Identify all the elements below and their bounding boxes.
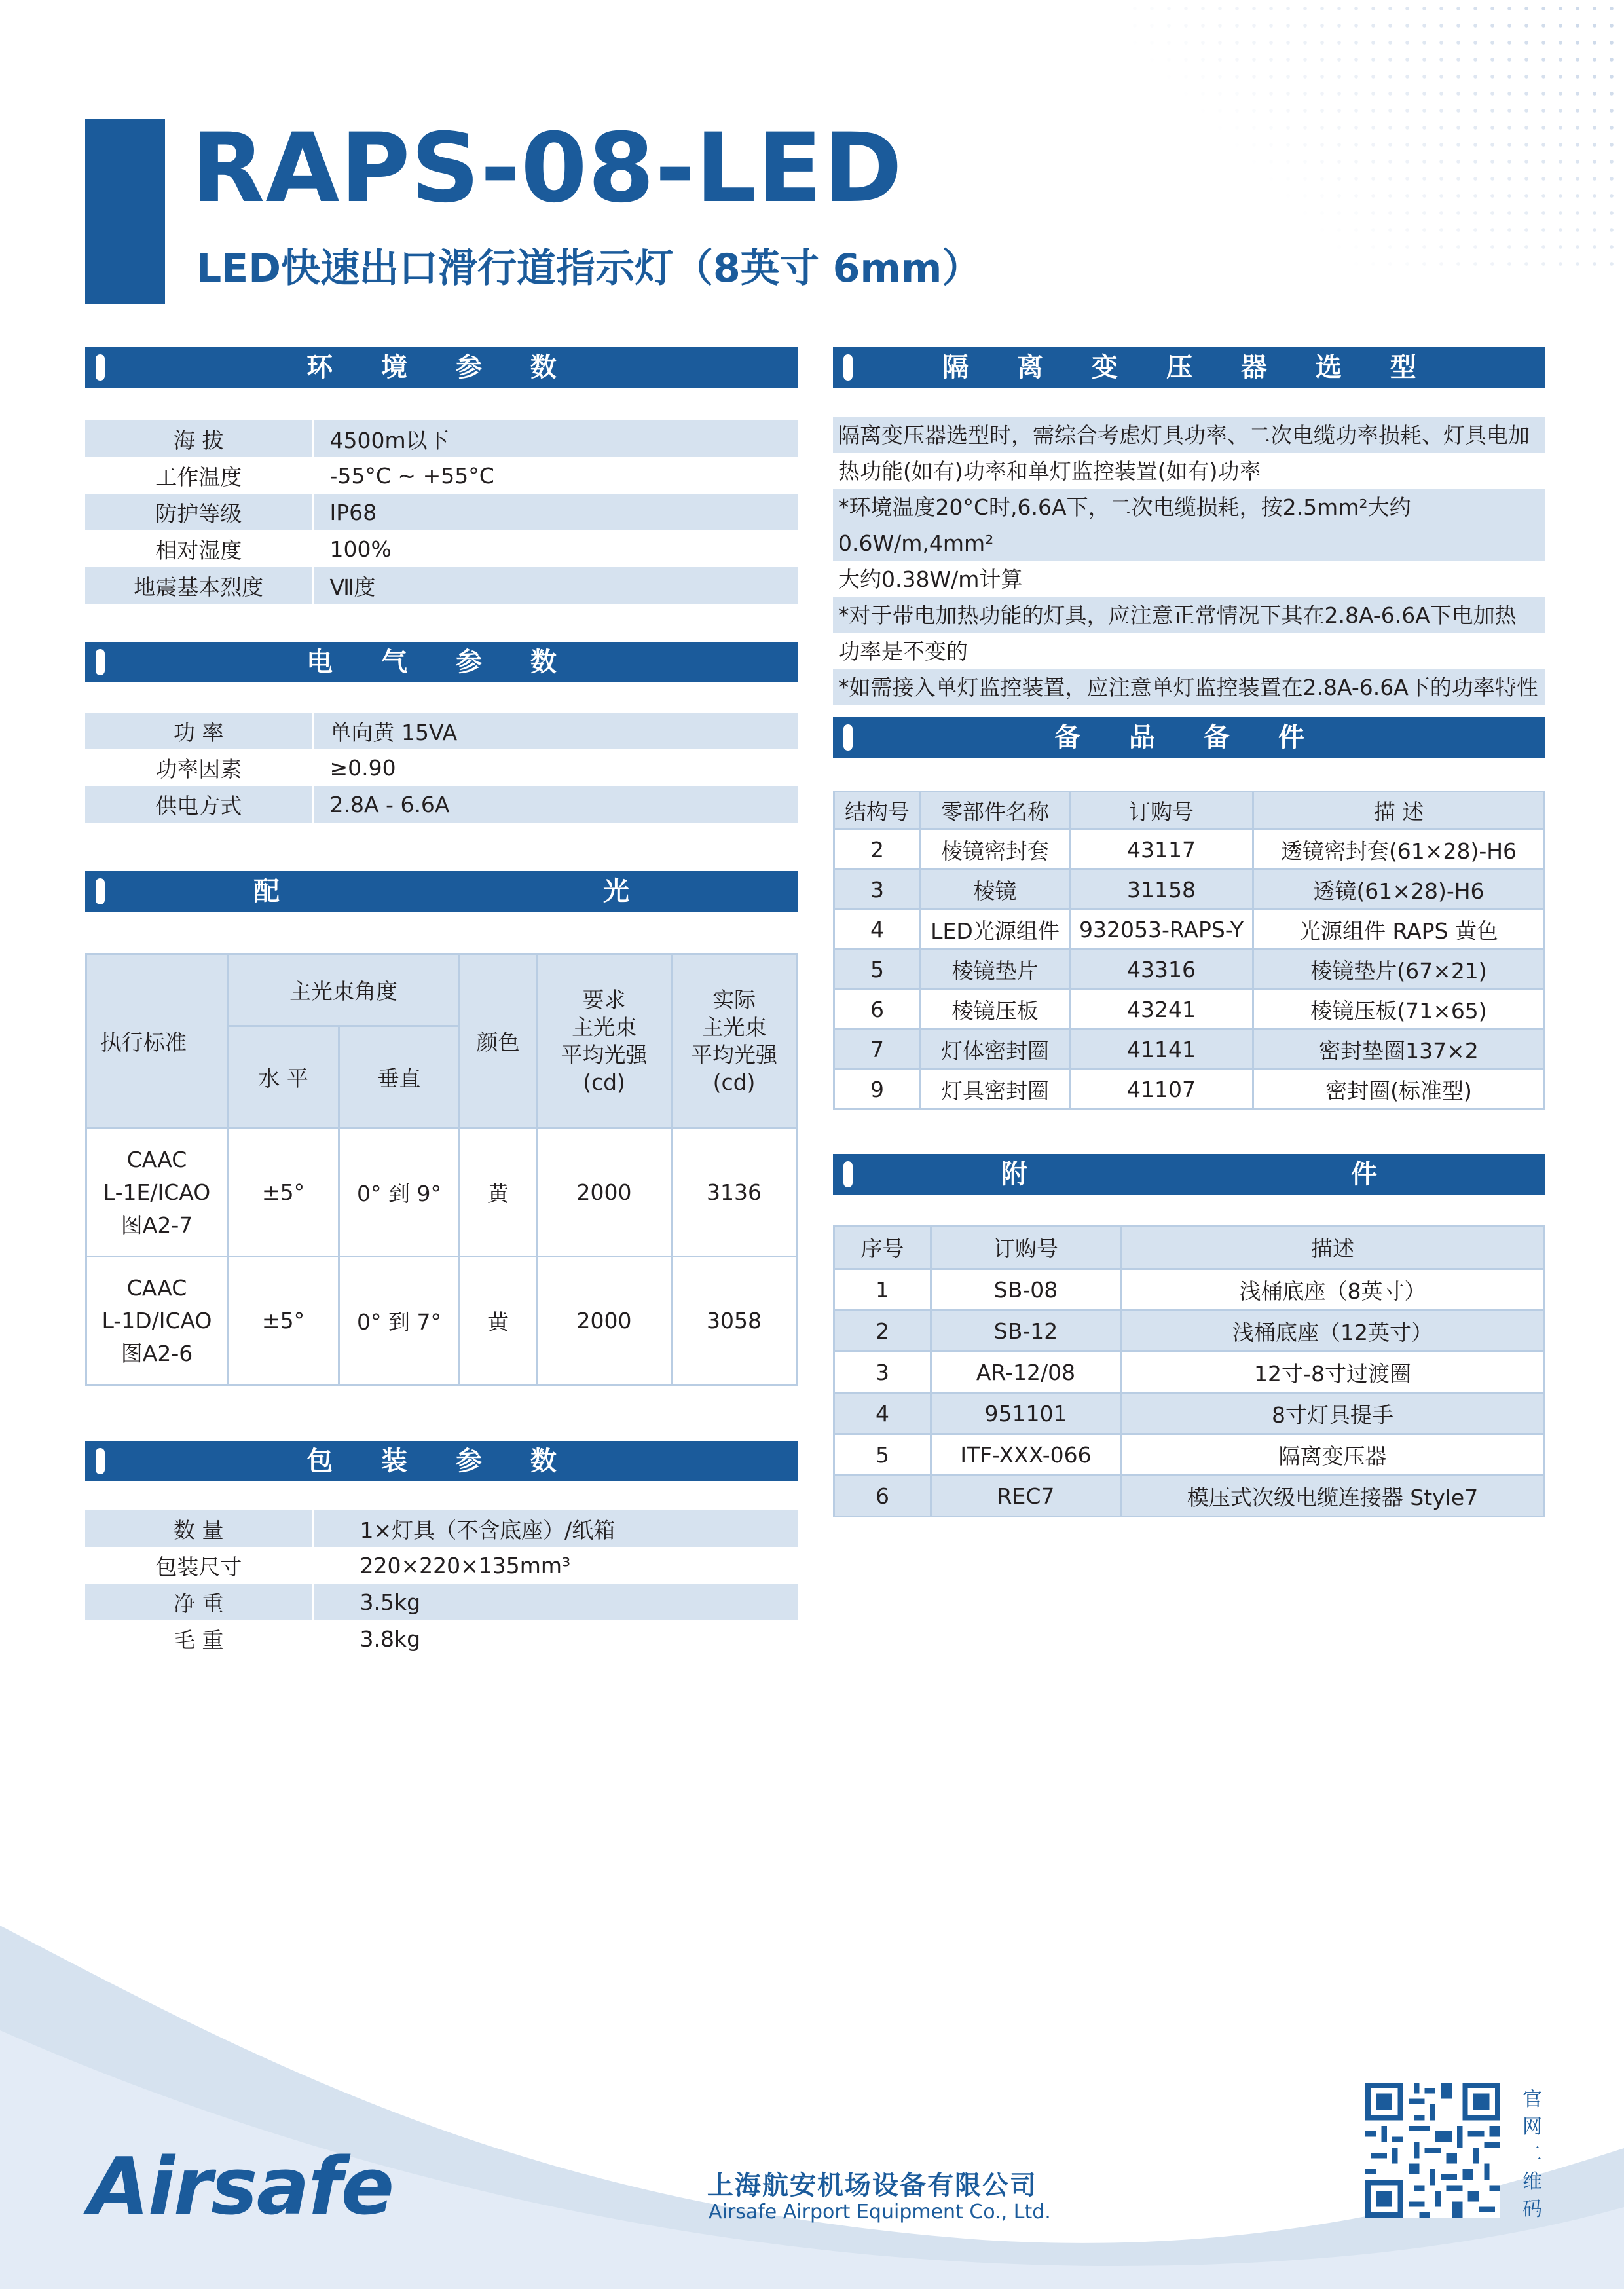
table-cell: 6 <box>834 1476 931 1517</box>
environment-table <box>85 420 798 604</box>
col-header: 描 述 <box>1253 792 1545 830</box>
table-cell: 41107 <box>1070 1070 1253 1109</box>
param-value: 3.5kg <box>313 1584 798 1620</box>
page-subtitle: LED快速出口滑行道指示灯（8英寸 6mm） <box>196 246 982 291</box>
airsafe-logo: Airsafe <box>88 2142 394 2233</box>
table-row <box>85 1620 798 1657</box>
note-line: 功率是不变的 <box>838 639 968 664</box>
section-title: 隔 离 变 压 器 选 型 <box>942 352 1436 382</box>
qr-code-icon <box>1365 2083 1500 2218</box>
table-cell: 932053-RAPS-Y <box>1070 910 1253 950</box>
col-header: 订购号 <box>1070 792 1253 830</box>
param-value: 3.8kg <box>360 1626 421 1652</box>
param-value: Ⅶ度 <box>313 567 798 604</box>
param-label: 供电方式 <box>85 786 313 823</box>
table-row <box>834 1476 1545 1517</box>
table-cell: 灯具密封圈 <box>921 1070 1070 1109</box>
param-value: 4500m以下 <box>313 420 798 457</box>
table-cell: 灯体密封圈 <box>921 1030 1070 1070</box>
param-label: 功率因素 <box>85 749 313 786</box>
table-cell: 透镜密封套(61×28)-H6 <box>1253 830 1545 870</box>
table-cell: 5 <box>834 950 921 990</box>
table-row <box>834 1070 1545 1109</box>
param-label: 防护等级 <box>85 494 313 530</box>
section-header-electrical <box>85 642 798 682</box>
cell-vertical: 0° 到 9° <box>339 1128 460 1257</box>
transformer-notes <box>833 417 1545 705</box>
cell-color: 黄 <box>460 1128 537 1257</box>
table-cell: 棱镜垫片(67×21) <box>1253 950 1545 990</box>
table-cell: 棱镜垫片 <box>921 950 1070 990</box>
table-row <box>85 530 798 567</box>
packaging-table <box>85 1510 798 1657</box>
col-header-standard: 执行标准 <box>86 954 228 1128</box>
cell-required: 2000 <box>537 1128 672 1257</box>
param-label: 净 重 <box>85 1584 313 1620</box>
table-cell: LED光源组件 <box>921 910 1070 950</box>
table-cell: 9 <box>834 1070 921 1109</box>
table-cell: AR-12/08 <box>931 1352 1121 1393</box>
table-cell: ITF-XXX-066 <box>931 1434 1121 1476</box>
section-title: 附 件 <box>1001 1159 1534 1189</box>
table-cell: 4 <box>834 910 921 950</box>
param-label: 地震基本烈度 <box>85 567 313 604</box>
table-cell: 41141 <box>1070 1030 1253 1070</box>
table-cell: SB-12 <box>931 1311 1121 1352</box>
table-row <box>834 1030 1545 1070</box>
note-line: 热功能(如有)功率和单灯监控装置(如有)功率 <box>838 458 1261 484</box>
table-cell: 2 <box>834 830 921 870</box>
param-label: 工作温度 <box>85 457 313 494</box>
table-row <box>85 1510 798 1547</box>
table-cell: 密封垫圈137×2 <box>1253 1030 1545 1070</box>
table-row <box>834 1311 1545 1352</box>
table-row <box>85 1584 798 1620</box>
col-header-horizontal: 水 平 <box>228 1026 339 1128</box>
table-cell: 43117 <box>1070 830 1253 870</box>
section-title: 备 品 备 件 <box>1054 722 1324 753</box>
table-row <box>85 1547 798 1584</box>
cell-standard: CAAC L-1E/ICAO 图A2-7 <box>86 1128 228 1257</box>
table-cell: 透镜(61×28)-H6 <box>1253 870 1545 910</box>
note-line: *环境温度20°C时,6.6A下，二次电缆损耗，按2.5mm²大约0.6W/m,4mm² <box>833 489 1545 561</box>
table-cell: 5 <box>834 1434 931 1476</box>
col-header-required: 要求 主光束 平均光强 (cd) <box>537 954 672 1128</box>
param-label: 相对湿度 <box>85 530 313 567</box>
table-row <box>86 1257 797 1385</box>
section-title: 环 境 参 数 <box>306 352 576 382</box>
col-header: 订购号 <box>931 1226 1121 1269</box>
param-value: -55°C ~ +55°C <box>329 462 494 489</box>
table-row <box>85 749 798 786</box>
table-row <box>834 1269 1545 1311</box>
table-cell: 951101 <box>931 1393 1121 1434</box>
table-row <box>86 1128 797 1257</box>
table-cell: 1 <box>834 1269 931 1311</box>
table-row <box>834 1352 1545 1393</box>
table-cell: REC7 <box>931 1476 1121 1517</box>
col-header-color: 颜色 <box>460 954 537 1128</box>
col-header: 描述 <box>1121 1226 1545 1269</box>
table-cell: 隔离变压器 <box>1121 1434 1545 1476</box>
table-cell: 2 <box>834 1311 931 1352</box>
section-title: 包 装 参 数 <box>306 1446 576 1476</box>
param-value: ≥0.90 <box>329 754 396 781</box>
company-name-cn: 上海航安机场设备有限公司 <box>707 2170 1037 2201</box>
col-header: 结构号 <box>834 792 921 830</box>
table-cell: 43241 <box>1070 990 1253 1030</box>
param-value: IP68 <box>313 494 798 530</box>
section-title: 配 光 <box>253 876 786 906</box>
company-name-en: Airsafe Airport Equipment Co., Ltd. <box>709 2201 1051 2224</box>
table-row <box>85 567 798 604</box>
table-row <box>85 494 798 530</box>
param-label: 毛 重 <box>85 1620 313 1657</box>
section-header-light-distribution <box>85 871 798 912</box>
note-line: 隔离变压器选型时，需综合考虑灯具功率、二次电缆功率损耗、灯具电加 <box>833 417 1545 453</box>
param-value: 100% <box>329 536 392 562</box>
table-cell: 43316 <box>1070 950 1253 990</box>
param-label: 海 拔 <box>85 420 313 457</box>
table-cell: 浅桶底座（12英寸） <box>1121 1311 1545 1352</box>
param-label: 包装尺寸 <box>85 1547 313 1584</box>
cell-standard: CAAC L-1D/ICAO 图A2-6 <box>86 1257 228 1385</box>
cell-horizontal: ±5° <box>228 1257 339 1385</box>
table-row <box>834 1393 1545 1434</box>
table-row <box>834 910 1545 950</box>
cell-actual: 3058 <box>672 1257 797 1385</box>
col-header-actual: 实际 主光束 平均光强 (cd) <box>672 954 797 1128</box>
title-accent-bar <box>85 119 165 304</box>
col-header: 零部件名称 <box>921 792 1070 830</box>
table-cell: 12寸-8寸过渡圈 <box>1121 1352 1545 1393</box>
qr-code-label: 官网二维码 <box>1522 2088 1542 2221</box>
table-cell: 光源组件 RAPS 黄色 <box>1253 910 1545 950</box>
section-header-environment <box>85 347 798 388</box>
param-label: 功 率 <box>85 713 313 749</box>
note-line: *如需接入单灯监控装置，应注意单灯监控装置在2.8A-6.6A下的功率特性 <box>833 669 1545 705</box>
cell-color: 黄 <box>460 1257 537 1385</box>
dot-pattern-decoration <box>1126 0 1624 275</box>
electrical-table <box>85 713 798 823</box>
table-row <box>85 457 798 494</box>
param-value: 2.8A - 6.6A <box>313 786 798 823</box>
table-row <box>85 420 798 457</box>
table-cell: 棱镜密封套 <box>921 830 1070 870</box>
cell-horizontal: ±5° <box>228 1128 339 1257</box>
col-header-vertical: 垂直 <box>339 1026 460 1128</box>
cell-vertical: 0° 到 7° <box>339 1257 460 1385</box>
table-row <box>834 990 1545 1030</box>
table-cell: 3 <box>834 870 921 910</box>
table-cell: 浅桶底座（8英寸） <box>1121 1269 1545 1311</box>
param-value: 单向黄 15VA <box>313 713 798 749</box>
page-title: RAPS-08-LED <box>191 113 903 224</box>
section-header-accessories <box>833 1154 1545 1195</box>
section-title: 电 气 参 数 <box>306 647 576 677</box>
table-cell: 7 <box>834 1030 921 1070</box>
note-line: 大约0.38W/m计算 <box>838 567 1023 592</box>
table-cell: 棱镜压板 <box>921 990 1070 1030</box>
table-row <box>85 786 798 823</box>
col-header: 序号 <box>834 1226 931 1269</box>
cell-required: 2000 <box>537 1257 672 1385</box>
table-cell: 模压式次级电缆连接器 Style7 <box>1121 1476 1545 1517</box>
table-row <box>834 1434 1545 1476</box>
note-line: *对于带电加热功能的灯具，应注意正常情况下其在2.8A-6.6A下电加热 <box>833 597 1545 633</box>
table-cell: 4 <box>834 1393 931 1434</box>
table-cell: 8寸灯具提手 <box>1121 1393 1545 1434</box>
table-cell: 6 <box>834 990 921 1030</box>
table-cell: 棱镜 <box>921 870 1070 910</box>
section-header-packaging <box>85 1441 798 1481</box>
param-value: 1×灯具（不含底座）/纸箱 <box>313 1510 798 1547</box>
table-cell: 密封圈(标准型) <box>1253 1070 1545 1109</box>
table-cell: 棱镜压板(71×65) <box>1253 990 1545 1030</box>
spares-table <box>833 791 1545 1110</box>
col-header-main-angle: 主光束角度 <box>228 954 460 1026</box>
light-distribution-table <box>85 953 798 1386</box>
table-row <box>834 870 1545 910</box>
table-cell: SB-08 <box>931 1269 1121 1311</box>
table-row <box>85 713 798 749</box>
cell-actual: 3136 <box>672 1128 797 1257</box>
table-row <box>834 830 1545 870</box>
section-header-spares <box>833 717 1545 758</box>
param-label: 数 量 <box>85 1510 313 1547</box>
section-header-transformer <box>833 347 1545 388</box>
param-value: 220×220×135mm³ <box>360 1552 571 1578</box>
accessories-table <box>833 1225 1545 1517</box>
table-cell: 31158 <box>1070 870 1253 910</box>
table-cell: 3 <box>834 1352 931 1393</box>
table-row <box>834 950 1545 990</box>
